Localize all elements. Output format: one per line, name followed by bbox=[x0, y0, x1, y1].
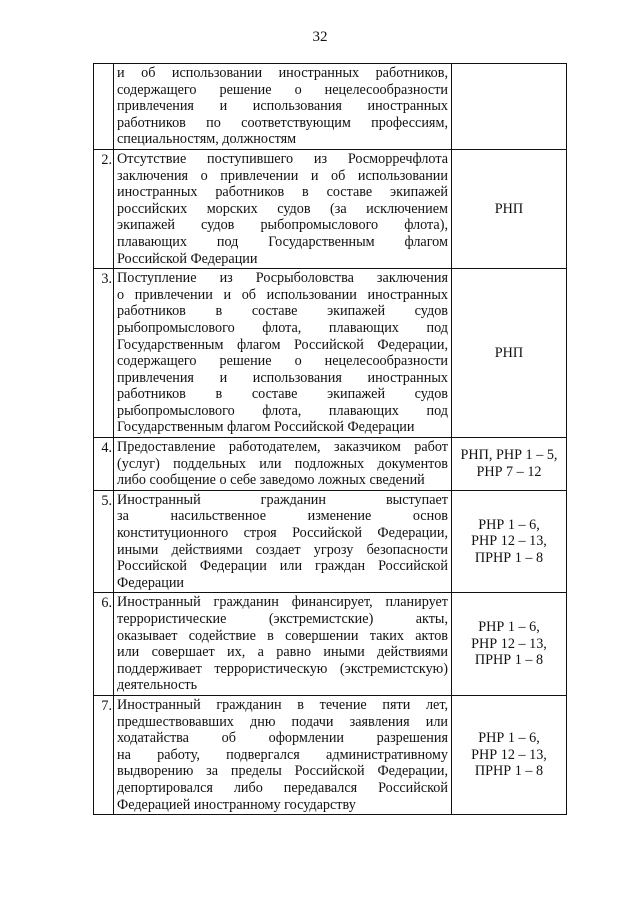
decision-code-line: ПРНР 1 – 8 bbox=[474, 763, 544, 780]
decision-code-line: РНР 1 – 6, bbox=[478, 516, 540, 533]
condition-text-line: экипажей судов рыбопромыслового флота), bbox=[117, 217, 448, 234]
condition-text-line: иностранных работников в составе экипажей bbox=[117, 184, 448, 201]
condition-text-line: выдворению за пределы Российской Федерации, bbox=[117, 763, 448, 780]
decision-code-line: РНР 7 – 12 bbox=[476, 463, 542, 480]
condition-text-line: о привлечении и об использовании иностранных bbox=[117, 286, 448, 303]
row-number: 5. bbox=[94, 490, 114, 593]
table-row bbox=[94, 695, 567, 814]
decision-code-line: РНП bbox=[494, 200, 524, 217]
decision-code-line: РНР 12 – 13, bbox=[471, 746, 547, 763]
condition-text-line: Государственным флагом Российской Федерации, bbox=[117, 336, 448, 353]
condition-text-line: Федерации bbox=[117, 574, 185, 591]
condition-text-line: работников в составе экипажей судов bbox=[117, 303, 448, 320]
decision-code bbox=[452, 593, 567, 696]
decision-code bbox=[452, 490, 567, 593]
decision-code bbox=[452, 438, 567, 491]
decision-code-line: ПРНР 1 – 8 bbox=[474, 549, 544, 566]
condition-text-line: плавающих под Государственным флагом bbox=[117, 233, 448, 250]
condition-text-line: работников в составе экипажей судов bbox=[117, 386, 448, 403]
condition-text-line: рыбопромыслового флота, плавающих под bbox=[117, 319, 448, 336]
row-number: 7. bbox=[94, 695, 114, 814]
conditions-table bbox=[93, 63, 567, 815]
condition-text-line: Федерацией иностранному государству bbox=[117, 796, 356, 813]
condition-text-line: конституционного строя Российской Федерации, bbox=[117, 525, 448, 542]
condition-text-line: либо сообщение о себе заведомо ложных сведений bbox=[117, 472, 425, 489]
condition-text-line: за насильственное изменение основ bbox=[117, 508, 448, 525]
condition-text-line: заключения о привлечении и об использовании bbox=[117, 167, 448, 184]
table-row bbox=[94, 490, 567, 593]
condition-text-line: террористические (экстремистские) акты, bbox=[117, 611, 448, 627]
condition-text bbox=[114, 490, 452, 593]
condition-text-line: депортировался либо передавался Российской bbox=[117, 779, 448, 796]
condition-text-line: (услуг) поддельных или подложных документов bbox=[117, 455, 448, 472]
row-number: 2. bbox=[94, 149, 114, 268]
table-row bbox=[94, 269, 567, 438]
condition-text-line: специальностям, должностям bbox=[117, 131, 297, 148]
page-number: 32 bbox=[312, 29, 328, 45]
decision-code-line: РНР 12 – 13, bbox=[471, 635, 547, 652]
decision-code bbox=[452, 269, 567, 438]
condition-text bbox=[114, 149, 452, 268]
condition-text-line: работников по соответствующим профессиям, bbox=[117, 114, 448, 131]
table-row bbox=[94, 64, 567, 150]
row-number: 3. bbox=[94, 269, 114, 438]
condition-text-line: Отсутствие поступившего из Росморречфлота bbox=[117, 150, 448, 167]
condition-text-line: оказывает содействие в совершении таких актов bbox=[117, 627, 448, 644]
condition-text-line: иными действиями создает угрозу безопасности bbox=[117, 541, 448, 558]
condition-text-line: привлечения и использования иностранных bbox=[117, 98, 448, 115]
decision-code-line: РНП, РНР 1 – 5, bbox=[460, 447, 558, 464]
decision-code-line: РНР 12 – 13, bbox=[471, 533, 547, 550]
condition-text-line: предшествовавших дню подачи заявления или bbox=[117, 713, 448, 730]
condition-text-line: Российской Федерации bbox=[117, 250, 258, 267]
condition-text-line: Иностранный гражданин в течение пяти лет, bbox=[117, 696, 448, 713]
condition-text-line: Поступление из Росрыболовства заключения bbox=[117, 270, 448, 287]
condition-text bbox=[114, 593, 452, 696]
decision-code bbox=[452, 149, 567, 268]
row-number bbox=[94, 64, 114, 150]
condition-text-line: Предоставление работодателем, заказчиком работ bbox=[117, 439, 448, 456]
decision-code-line: РНР 1 – 6, bbox=[478, 619, 540, 636]
condition-text-line: содержащего решение о нецелесообразности bbox=[117, 81, 448, 98]
decision-code bbox=[452, 64, 567, 150]
condition-text bbox=[114, 269, 452, 438]
table-row bbox=[94, 438, 567, 491]
condition-text-line: или совершает их, а равно иными действиями bbox=[117, 644, 448, 661]
condition-text-line: Российской Федерации или граждан Российской bbox=[117, 558, 448, 575]
condition-text-line: Государственным флагом Российской Федерации bbox=[117, 419, 415, 436]
condition-text-line: и об использовании иностранных работников, bbox=[117, 65, 448, 81]
condition-text-line: Иностранный гражданин выступает bbox=[117, 491, 448, 508]
condition-text bbox=[114, 438, 452, 491]
row-number: 4. bbox=[94, 438, 114, 491]
condition-text-line: поддерживает террористическую (экстремистскую) bbox=[117, 660, 448, 677]
condition-text-line: привлечения и использования иностранных bbox=[117, 369, 448, 386]
decision-code-line: ПРНР 1 – 8 bbox=[474, 652, 544, 669]
condition-text-line: деятельность bbox=[117, 677, 198, 694]
decision-code bbox=[452, 695, 567, 814]
decision-code-line: РНП bbox=[494, 344, 524, 361]
condition-text-line: российских морских судов (за исключением bbox=[117, 200, 448, 217]
table-row bbox=[94, 149, 567, 268]
condition-text-line: содержащего решение о нецелесообразности bbox=[117, 353, 448, 370]
condition-text-line: на работу, подвергался административному bbox=[117, 746, 448, 763]
condition-text-line: ходатайства об оформлении разрешения bbox=[117, 730, 448, 747]
condition-text bbox=[114, 695, 452, 814]
table-row bbox=[94, 593, 567, 696]
condition-text-line: рыбопромыслового флота, плавающих под bbox=[117, 402, 448, 419]
condition-text-line: Иностранный гражданин финансирует, планирует bbox=[117, 594, 448, 611]
row-number: 6. bbox=[94, 593, 114, 696]
table-body bbox=[94, 64, 567, 815]
condition-text bbox=[114, 64, 452, 150]
decision-code-line: РНР 1 – 6, bbox=[478, 730, 540, 747]
